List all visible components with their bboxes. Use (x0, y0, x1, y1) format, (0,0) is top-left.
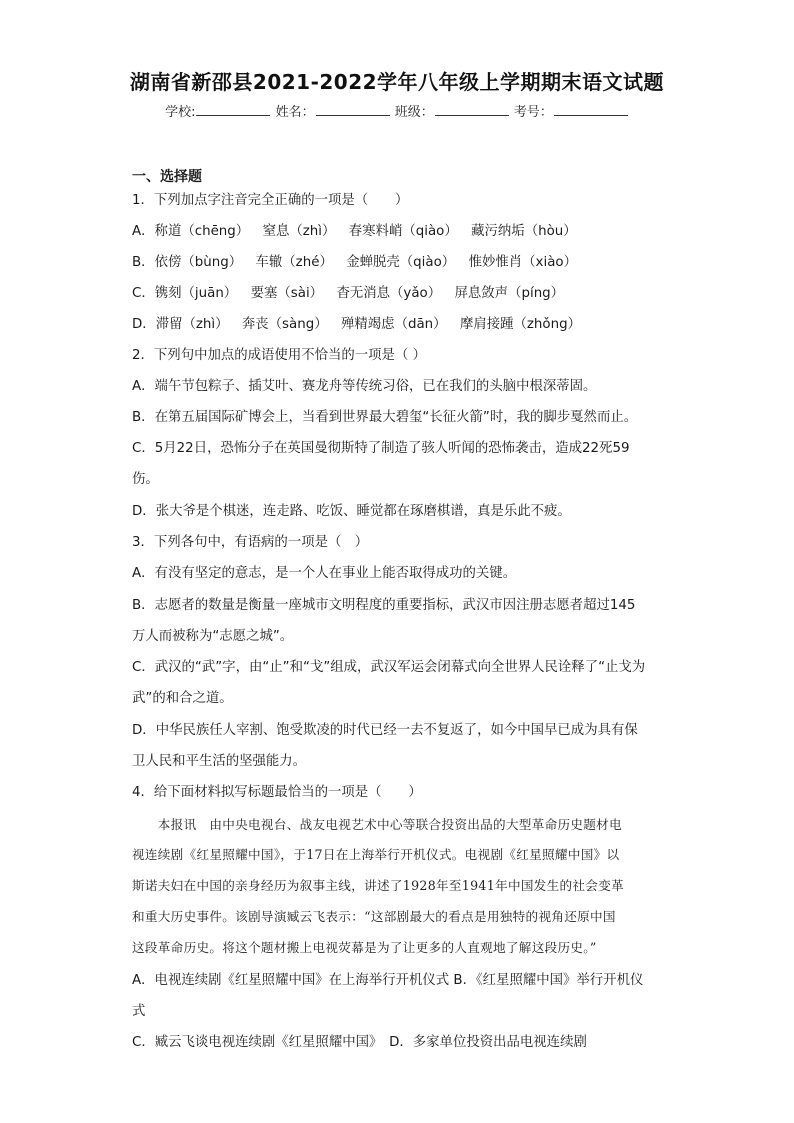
q2-option-b: B．在第五届国际矿博会上，当看到世界最大碧玺“长征火箭”时，我的脚步戛然而止。 (132, 410, 638, 425)
q4-options-ab-line2: 式 (132, 1004, 146, 1019)
exam-title: 湖南省新邵县2021-2022学年八年级上学期期末语文试题 (129, 70, 665, 94)
q1-d-1: D．滞留（zhì） (132, 317, 229, 332)
name-blank[interactable] (316, 103, 390, 116)
q2-stem: 2．下列句中加点的成语使用不恰当的一项是（ ） (132, 348, 426, 363)
q1-c-1: C．镌刻（juān） (132, 286, 238, 301)
student-info-line (0, 101, 794, 120)
q2-option-d: D．张大爷是个棋迷，连走路、吃饭、睡觉都在琢磨棋谱，真是乐此不疲。 (132, 504, 571, 519)
q1-c-4: 屏息敛声（píng） (454, 286, 565, 301)
q2-option-c-line2: 伤。 (132, 472, 159, 487)
name-label: 姓名： (275, 105, 315, 120)
q2-option-a: A．端午节包粽子、插艾叶、赛龙舟等传统习俗，已在我们的头脑中根深蒂固。 (132, 379, 597, 394)
class-label: 班级： (394, 105, 434, 120)
q1-option-a (132, 223, 672, 241)
q1-option-d (132, 316, 672, 334)
q1-b-1: B．依傍（bùng） (132, 255, 243, 270)
q1-a-4: 藏污纳垢（hòu） (471, 224, 577, 239)
q4-options-ab-line1: A．电视连续剧《红星照耀中国》在上海举行开机仪式 B．《红星照耀中国》举行开机仪 (132, 973, 644, 988)
q4-passage-line: 本报讯 由中央电视台、战友电视艺术中心等联合投资出品的大型革命历史题材电 (132, 817, 622, 832)
school-blank[interactable] (196, 103, 270, 116)
class-blank[interactable] (435, 103, 509, 116)
q1-b-4: 惟妙惟肖（xiào） (468, 255, 577, 270)
school-label: 学校: (165, 105, 196, 120)
q3-stem: 3．下列各句中，有语病的一项是（ ） (132, 535, 369, 550)
q1-a-2: 窒息（zhì） (262, 224, 336, 239)
section-heading: 一、选择题 (132, 169, 202, 185)
q4-options-cd: C．臧云飞谈电视连续剧《红星照耀中国》 D．多家单位投资出品电视连续剧 (132, 1035, 587, 1050)
q4-passage-line: 这段革命历史。将这个题材搬上电视荧幕是为了让更多的人直观地了解这段历史。” (132, 940, 597, 955)
q1-d-2: 奔丧（sàng） (241, 317, 328, 332)
q1-b-3: 金蝉脱壳（qiào） (346, 255, 456, 270)
q3-option-a: A．有没有坚定的意志，是一个人在事业上能否取得成功的关键。 (132, 566, 517, 581)
q1-stem: 1．下列加点字注音完全正确的一项是（ ） (132, 193, 409, 208)
q1-option-c (132, 285, 672, 303)
q3-option-c-line2: 武”的和合之道。 (132, 691, 233, 706)
exam-no-label: 考号： (513, 105, 553, 120)
q1-d-3: 殚精竭虑（dān） (341, 317, 447, 332)
q3-option-b-line1: B．志愿者的数量是衡量一座城市文明程度的重要指标，武汉市因注册志愿者超过145 (132, 598, 636, 613)
q1-b-2: 车辙（zhé） (255, 255, 333, 270)
q4-passage-line: 斯诺夫妇在中国的亲身经历为叙事主线，讲述了1928年至1941年中国发生的社会变革 (132, 878, 624, 893)
q3-option-b-line2: 万人而被称为“志愿之城”。 (132, 629, 294, 644)
q4-passage-line: 和重大历史事件。该剧导演臧云飞表示：“这部剧最大的看点是用独特的视角还原中国 (132, 909, 616, 924)
exam-no-blank[interactable] (554, 103, 628, 116)
q2-option-c-line1: C．5月22日，恐怖分子在英国曼彻斯特了制造了骇人听闻的恐怖袭击，造成22死59 (132, 441, 630, 456)
q1-d-4: 摩肩接踵（zhǒng） (459, 317, 581, 332)
q1-c-3: 杳无消息（yǎo） (336, 286, 442, 301)
q1-c-2: 要塞（sài） (250, 286, 324, 301)
q3-option-c-line1: C．武汉的“武”字，由“止”和“戈”组成，武汉军运会闭幕式向全世界人民诠释了“止戈为 (132, 660, 646, 675)
q4-stem: 4．给下面材料拟写标题最恰当的一项是（ ） (132, 785, 422, 800)
q3-option-d-line1: D．中华民族任人宰割、饱受欺凌的时代已经一去不复返了，如今中国早已成为具有保 (132, 723, 638, 738)
q1-a-3: 春寒料峭（qiào） (348, 224, 458, 239)
q1-option-b (132, 254, 672, 272)
q4-passage-line: 视连续剧《红星照耀中国》，于17日在上海举行开机仪式。电视剧《红星照耀中国》以 (132, 847, 620, 862)
q3-option-d-line2: 卫人民和平生活的坚强能力。 (132, 754, 307, 769)
q1-a-1: A．称道（chēng） (132, 224, 250, 239)
